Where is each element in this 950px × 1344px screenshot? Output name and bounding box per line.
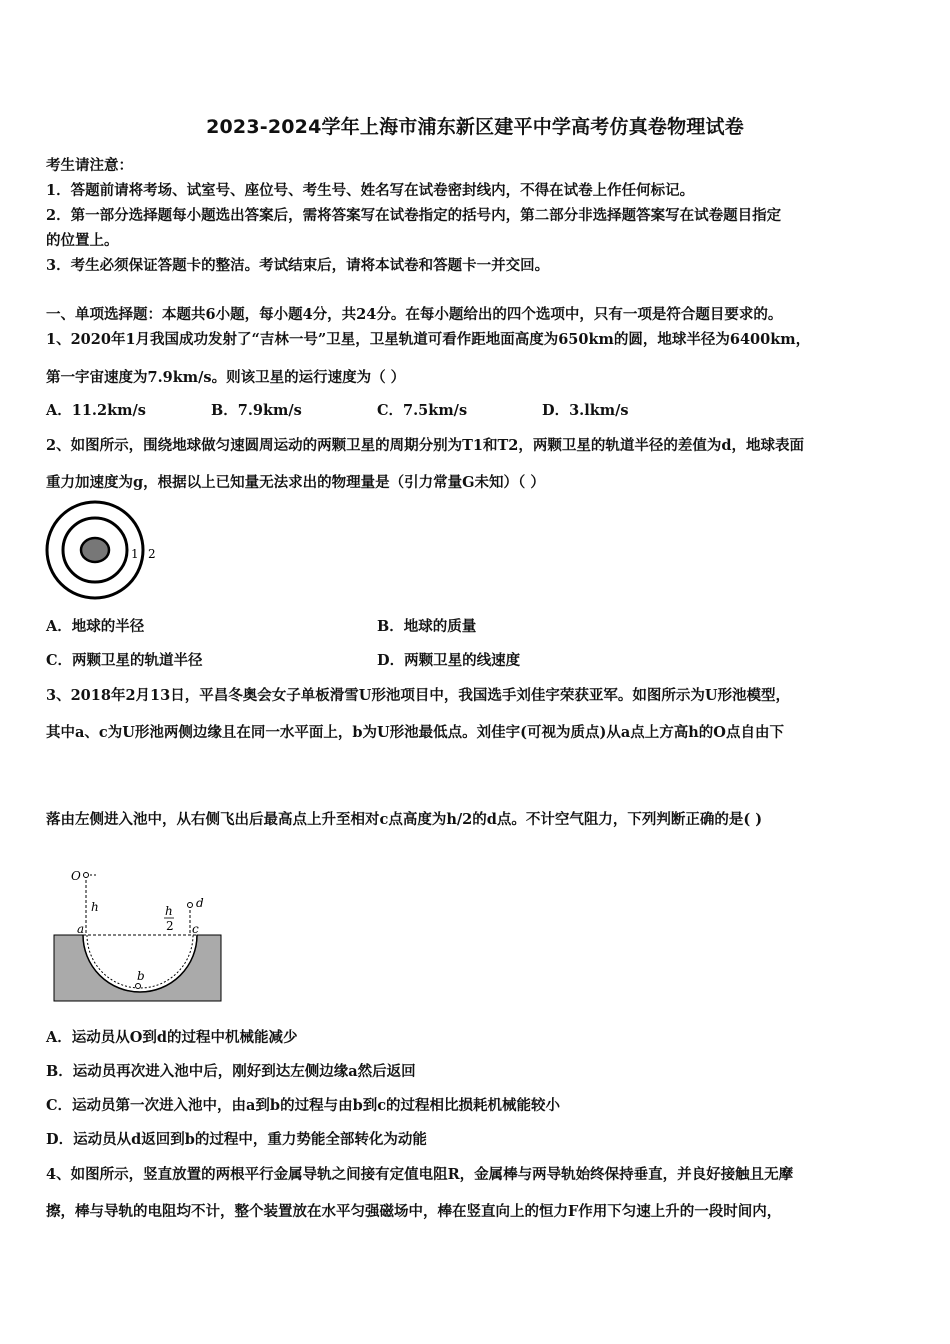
orbit-1-label: 1 — [131, 547, 139, 561]
u-pool-figure — [50, 865, 230, 1007]
q3-option-a: A．运动员从O到d的过程中机械能减少 — [46, 1029, 298, 1046]
section-heading: 一、单项选择题：本题共6小题，每小题4分，共24分。在每小题给出的四个选项中，只有一项是符合题目要求的。 — [46, 306, 783, 323]
q2-option-d: D．两颗卫星的线速度 — [377, 652, 521, 669]
notice-heading: 考生请注意： — [46, 157, 133, 174]
label-a: a — [77, 922, 85, 936]
earth-shape — [81, 538, 109, 562]
notice-item-1: 1．答题前请将考场、试室号、座位号、考生号、姓名写在试卷密封线内，不得在试卷上作任何标记。 — [46, 182, 695, 199]
q2-stem-line1: 2、如图所示，围绕地球做匀速圆周运动的两颗卫星的周期分别为T1和T2，两颗卫星的轨道半径的差值为d，地球表面 — [46, 437, 804, 454]
q1-option-a: A．11.2km/s — [46, 402, 146, 419]
q1-option-b: B．7.9km/s — [211, 402, 302, 419]
q2-option-c: C．两颗卫星的轨道半径 — [46, 652, 203, 669]
q3-option-d: D．运动员从d返回到b的过程中，重力势能全部转化为动能 — [46, 1131, 427, 1148]
q3-stem-line2: 其中a、c为U形池两侧边缘且在同一水平面上，b为U形池最低点。刘佳宇(可视为质点)从a点上方高h的O点自由下 — [46, 724, 784, 741]
orbit-figure — [40, 500, 170, 600]
label-b: b — [137, 969, 145, 983]
notice-item-2: 2．第一部分选择题每小题选出答案后，需将答案写在试卷指定的括号内，第二部分非选择题答案写在试卷题目指定 — [46, 207, 782, 224]
q3-option-c: C．运动员第一次进入池中，由a到b的过程与由b到c的过程相比损耗机械能较小 — [46, 1097, 561, 1114]
label-h: h — [91, 900, 99, 914]
label-d: d — [196, 896, 204, 910]
label-o: O — [71, 869, 81, 883]
q1-option-c: C．7.5km/s — [377, 402, 468, 419]
label-h-half-numerator: h — [165, 904, 173, 918]
q2-option-a: A．地球的半径 — [46, 618, 145, 635]
notice-item-3: 3．考生必须保证答题卡的整洁。考试结束后，请将本试卷和答题卡一并交回。 — [46, 257, 550, 274]
q2-option-b: B．地球的质量 — [377, 618, 477, 635]
notice-item-2-cont: 的位置上。 — [46, 232, 119, 249]
label-c: c — [192, 922, 199, 936]
point-d — [188, 903, 193, 908]
label-h-half-denominator: 2 — [166, 919, 174, 933]
q1-option-d: D．3.lkm/s — [542, 402, 629, 419]
q3-stem-line3: 落由左侧进入池中，从右侧飞出后最高点上升至相对c点高度为h/2的d点。不计空气阻力，下列判断正确的是( ) — [46, 811, 763, 828]
q2-stem-line2: 重力加速度为g，根据以上已知量无法求出的物理量是（引力常量G未知）（ ） — [46, 474, 545, 491]
point-o — [84, 873, 89, 878]
exam-title: 2023-2024学年上海市浦东新区建平中学高考仿真卷物理试卷 — [206, 116, 744, 138]
point-b — [136, 984, 141, 989]
q1-stem-line2: 第一宇宙速度为7.9km/s。则该卫星的运行速度为（ ） — [46, 369, 406, 386]
q4-stem-line2: 擦，棒与导轨的电阻均不计，整个装置放在水平匀强磁场中，棒在竖直向上的恒力F作用下匀速上升的一段时间内， — [46, 1203, 782, 1220]
q3-option-b: B．运动员再次进入池中后，刚好到达左侧边缘a然后返回 — [46, 1063, 416, 1080]
q3-stem-line1: 3、2018年2月13日，平昌冬奥会女子单板滑雪U形池项目中，我国选手刘佳宇荣获亚军。如图所示为U形池模型， — [46, 687, 790, 704]
q4-stem-line1: 4、如图所示，竖直放置的两根平行金属导轨之间接有定值电阻R，金属棒与两导轨始终保持垂直，并良好接触且无摩 — [46, 1166, 794, 1183]
q1-stem-line1: 1、2020年1月我国成功发射了“吉林一号”卫星，卫星轨道可看作距地面高度为650km的圆，地球半径为6400km， — [46, 331, 811, 348]
orbit-2-label: 2 — [148, 547, 156, 561]
